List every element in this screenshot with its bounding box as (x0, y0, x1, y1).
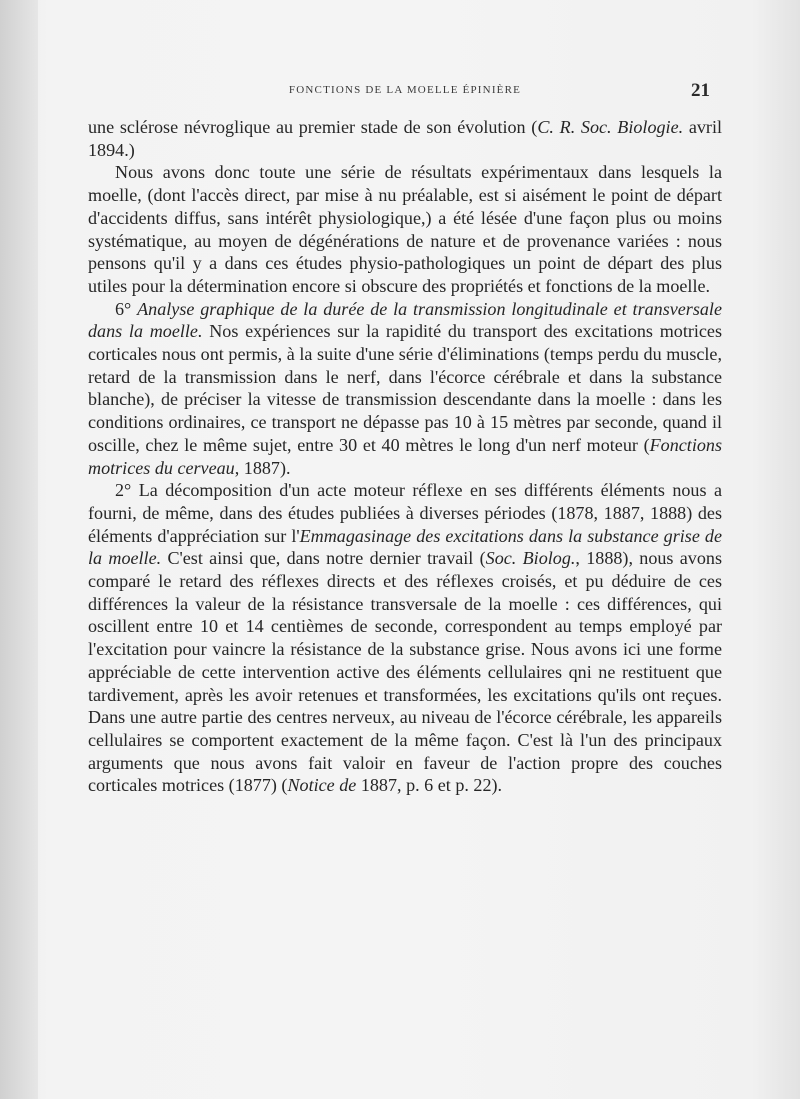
paragraph-4-citation: Soc. Biolog. (485, 548, 576, 569)
body-text (88, 116, 722, 797)
paragraph-1-text: une sclérose névroglique au premier stade de son évolution ( (88, 117, 538, 137)
paragraph-3-number: 6° (115, 298, 138, 319)
paragraph-3-tail: , 1887). (234, 457, 291, 478)
paragraph-4-text-1: 2° La décomposition d'un acte moteur réflexe en ses différents éléments nous a fourni, de même, dans des études publiées à diverses périodes (1878, 1887, 1888) des éléments d'appréciation sur l' (88, 480, 722, 546)
paragraph-4 (88, 479, 722, 797)
paragraph-4-italic-2: Notice de (287, 775, 357, 796)
paragraph-1-citation: C. R. Soc. Biologie. (537, 117, 684, 137)
paragraph-2: Nous avons donc toute une série de résultats expérimentaux dans lesquels la moelle, (dont l'accès direct, par mise à nu préalable, est si aisément le point de départ d'accidents diffus, sans intérêt physiologique,) a été lésée d'une façon plus ou moins systématique, au moyen de dégénérations de nature et de provenance variées : nous pensons qu'il y a dans ces études physio-pathologiques un point de départ des plus utiles pour la détermination encore si obscure des propriétés et fonctions de la moelle. (88, 162, 722, 296)
running-title: FONCTIONS DE LA MOELLE ÉPINIÈRE (288, 84, 522, 96)
paragraph-4-text-4: 1887, p. 6 et p. 22). (356, 775, 503, 796)
page-header (88, 80, 722, 110)
page-number: 21 (691, 80, 710, 101)
paragraph-3-text: Nos expériences sur la rapidité du transport des excitations motrices corticales nous ont permis, à la suite d'une série d'éliminations (temps perdu du muscle, retard de la transmission dans le nerf, dans l'écorce cérébrale et dans la substance blanche), de préciser la vitesse de transmission descendante dans la moelle : dans les conditions ordinaires, ce transport ne dépasse pas 10 à 15 mètres par seconde, quand il oscille, chez le même sujet, entre 30 et 40 mètres le long d'un nerf moteur ( (88, 321, 722, 455)
page-gutter-shadow (0, 0, 38, 1099)
paragraph-4-text-3: , 1888), nous avons comparé le retard des réflexes directs et des réflexes croisés, et pu déduire de ces différences la valeur de la résistance transversale de la moelle : ces différences, qui oscillent entre 10 et 14 centièmes de seconde, correspondent au temps employé par l'excitation pour vaincre la résistance de la substance grise. Nous avons ici une forme appréciable de cette intervention active des éléments cellulaires qni ne restituent que tardivement, après les avoir retenues et transformées, les excitations qu'ils ont reçues. Dans une autre partie des centres nerveux, au niveau de l'écorce cérébrale, les appareils cellulaires se comportent exactement de la même façon. C'est là l'un des principaux arguments que nous avons fait valoir en faveur de l'action propre des couches corticales motrices (1877) ( (88, 548, 722, 796)
paragraph-1-tail: avril 1894.) (88, 117, 722, 160)
paragraph-4-text-2: C'est ainsi que, dans notre dernier travail ( (161, 548, 486, 569)
paragraph-3 (88, 298, 722, 480)
paragraph-1 (88, 116, 722, 161)
paragraph-3-citation: Fonctions motrices du cerveau (88, 434, 722, 478)
paragraph-4-italic-1: Emmagasinage des excitations dans la substance grise de la moelle. (88, 525, 722, 569)
paragraph-3-heading: Analyse graphique de la durée de la transmission longitudinale et transversale dans la moelle. (88, 298, 722, 342)
